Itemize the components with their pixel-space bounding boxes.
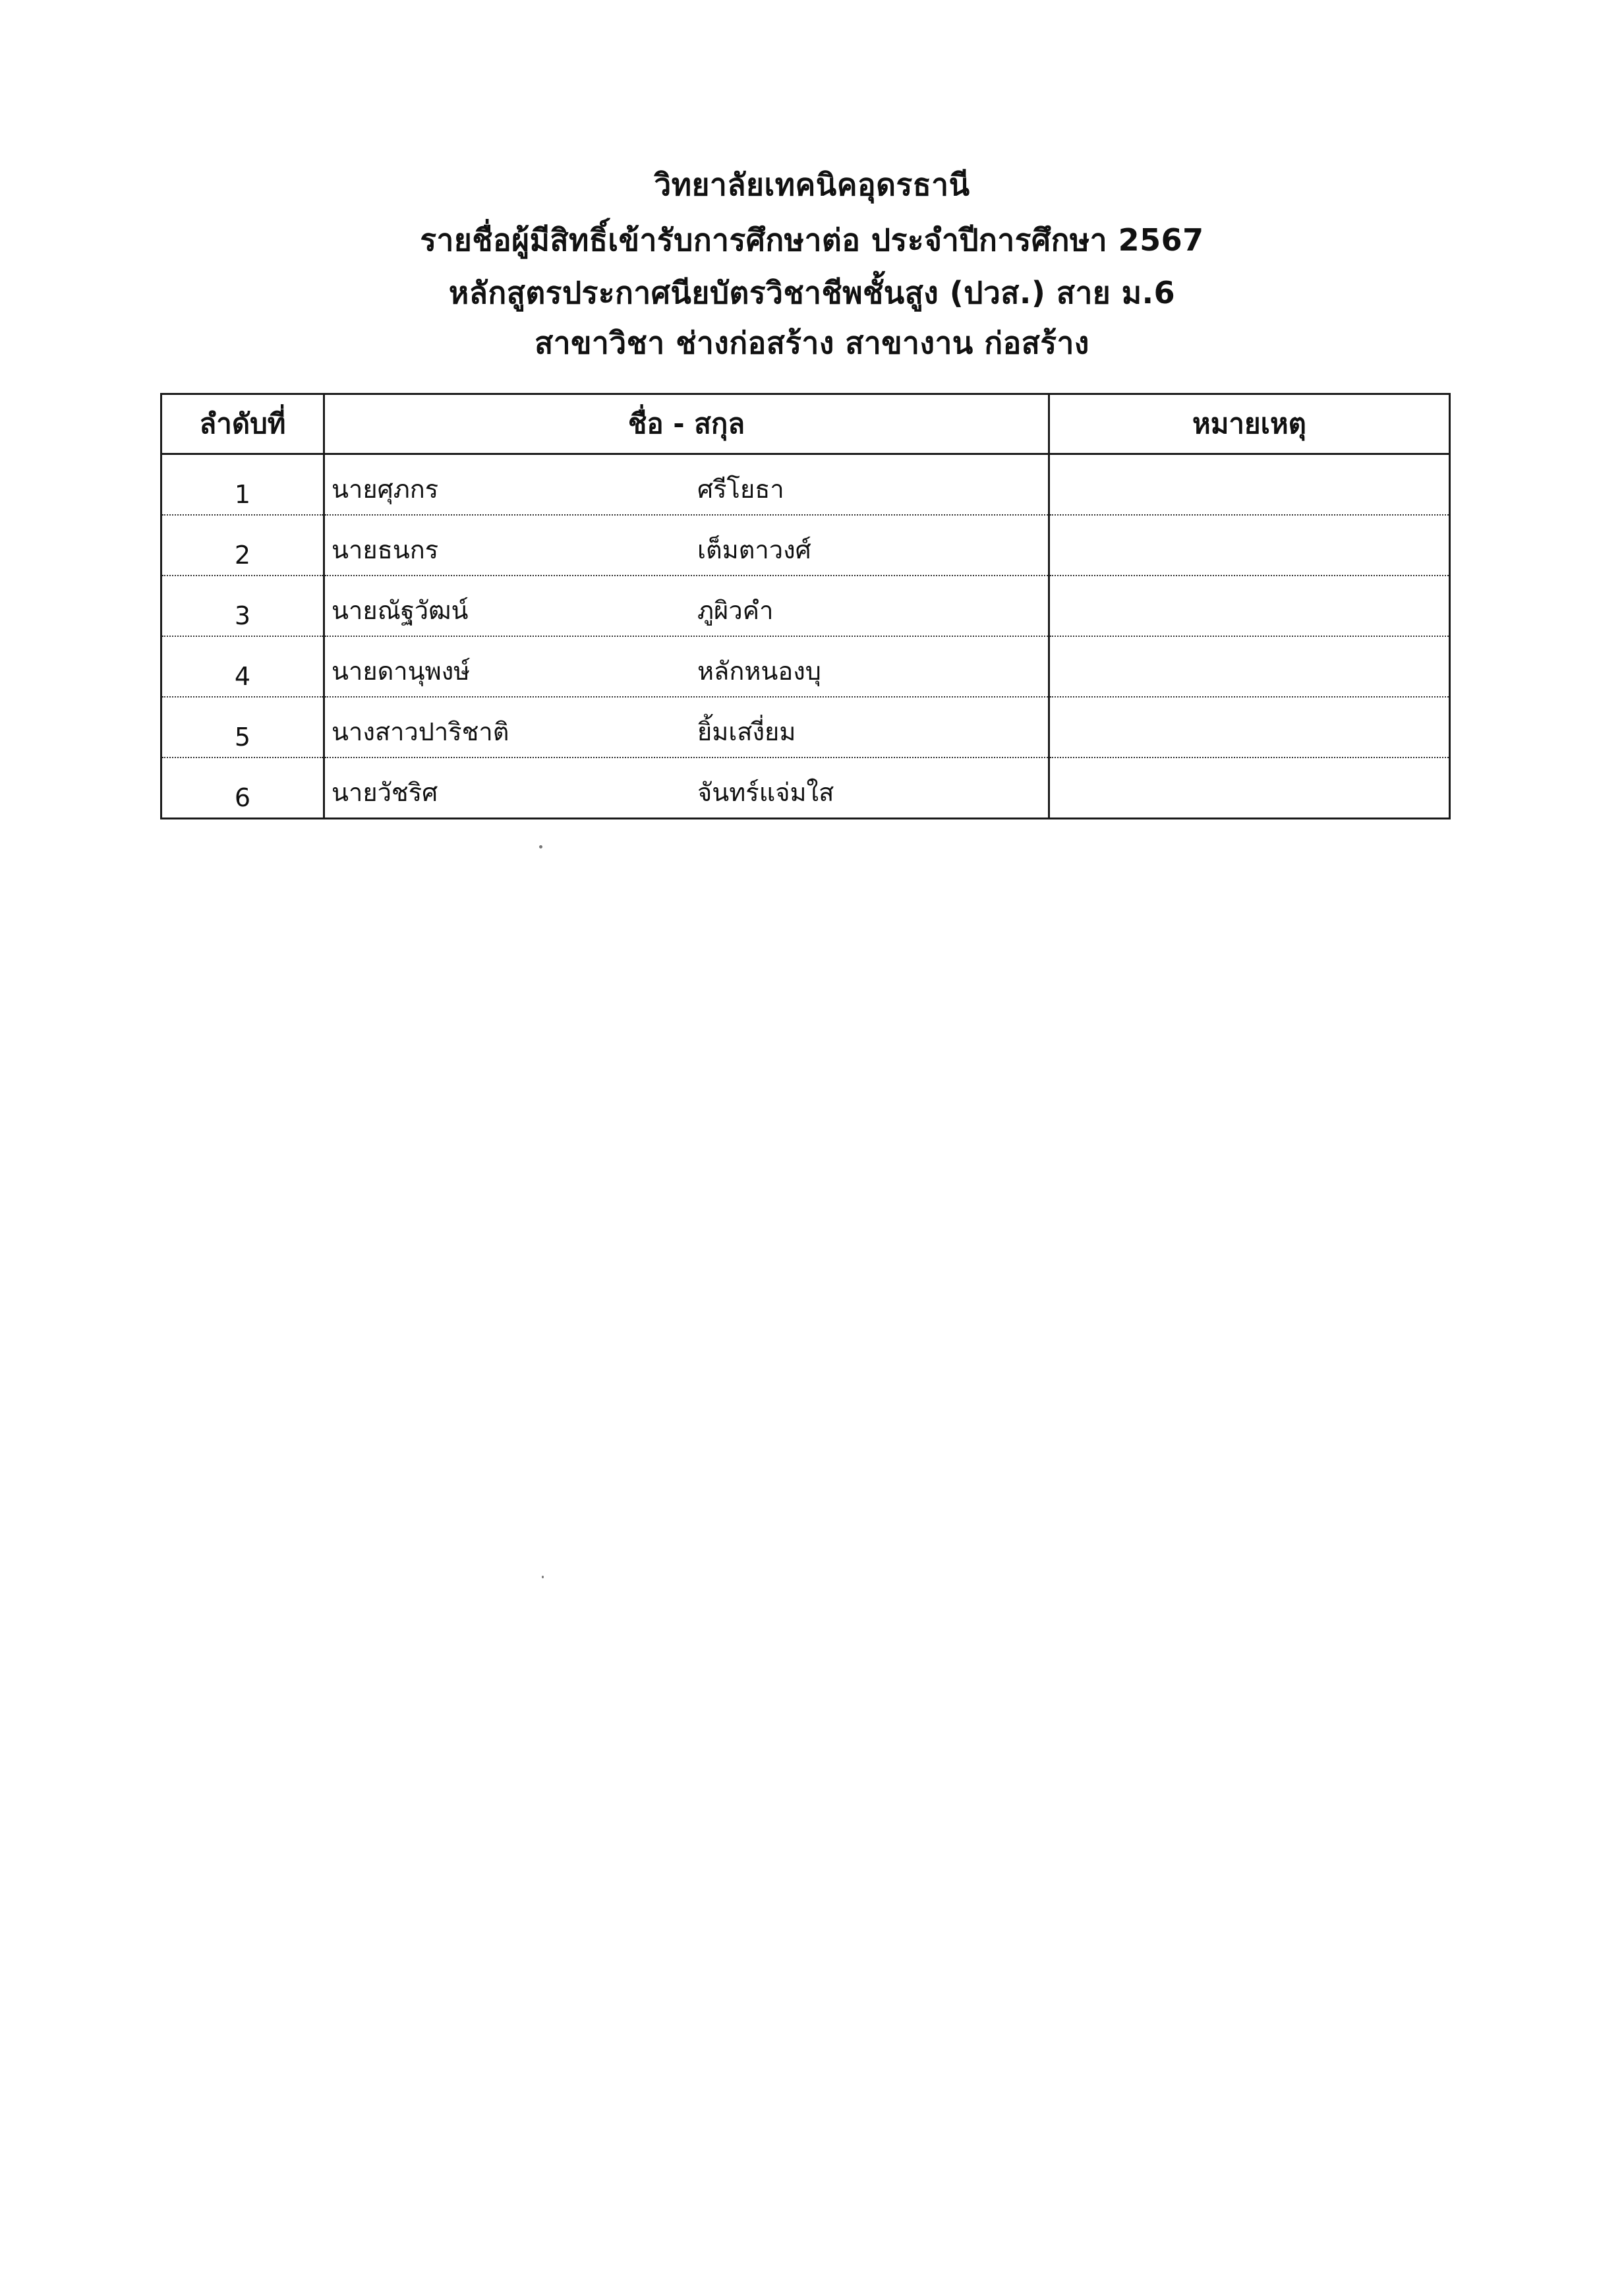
row-number: 3 <box>161 576 324 636</box>
first-name: นายดานุพงษ์ <box>332 657 471 686</box>
first-name: นายณัฐวัฒน์ <box>332 596 469 625</box>
list-title: รายชื่อผู้มีสิทธิ์เข้ารับการศึกษาต่อ ประจำปีการศึกษา 2567 <box>420 222 1204 258</box>
first-name: นายศุภกร <box>332 475 439 504</box>
first-name: นายวัชริศ <box>332 778 438 807</box>
row-number: 2 <box>161 515 324 576</box>
row-note <box>1049 697 1450 758</box>
row-number: 5 <box>161 697 324 758</box>
row-number: 6 <box>161 758 324 819</box>
table-row <box>161 576 1450 636</box>
row-note <box>1049 758 1450 819</box>
table-row <box>161 697 1450 758</box>
row-name-cell <box>324 454 1049 516</box>
table-header-row <box>161 394 1450 454</box>
table-row <box>161 758 1450 819</box>
program-title: หลักสูตรประกาศนียบัตรวิชาชีพชั้นสูง (ปวส.) สาย ม.6 <box>448 275 1176 311</box>
first-name: นางสาวปาริชาติ <box>332 717 509 746</box>
column-header-note: หมายเหตุ <box>1049 394 1450 454</box>
row-name-cell <box>324 758 1049 819</box>
scan-speck <box>539 845 542 848</box>
column-header-name: ชื่อ - สกุล <box>324 394 1049 454</box>
row-note <box>1049 454 1450 516</box>
student-roster-table <box>160 393 1451 819</box>
row-note <box>1049 576 1450 636</box>
row-name-cell <box>324 515 1049 576</box>
document-header <box>0 158 1624 367</box>
department-title: สาขาวิชา ช่างก่อสร้าง สาขางาน ก่อสร้าง <box>535 325 1089 361</box>
scan-speck <box>542 1576 544 1578</box>
table-row <box>161 515 1450 576</box>
college-name: วิทยาลัยเทคนิคอุดรธานี <box>654 167 970 202</box>
row-name-cell <box>324 636 1049 697</box>
last-name: ศรีโยธา <box>697 475 784 504</box>
row-note <box>1049 515 1450 576</box>
last-name: ยิ้มเสงี่ยม <box>697 717 796 746</box>
row-number: 4 <box>161 636 324 697</box>
first-name: นายธนกร <box>332 535 439 564</box>
row-note <box>1049 636 1450 697</box>
row-number: 1 <box>161 454 324 516</box>
row-name-cell <box>324 697 1049 758</box>
last-name: ภูผิวคำ <box>697 596 774 625</box>
table-row <box>161 454 1450 516</box>
last-name: เต็มตาวงศ์ <box>697 535 811 564</box>
table-row <box>161 636 1450 697</box>
column-header-number: ลำดับที่ <box>161 394 324 454</box>
last-name: จันทร์แจ่มใส <box>697 778 834 807</box>
row-name-cell <box>324 576 1049 636</box>
last-name: หลักหนองบุ <box>697 657 821 686</box>
